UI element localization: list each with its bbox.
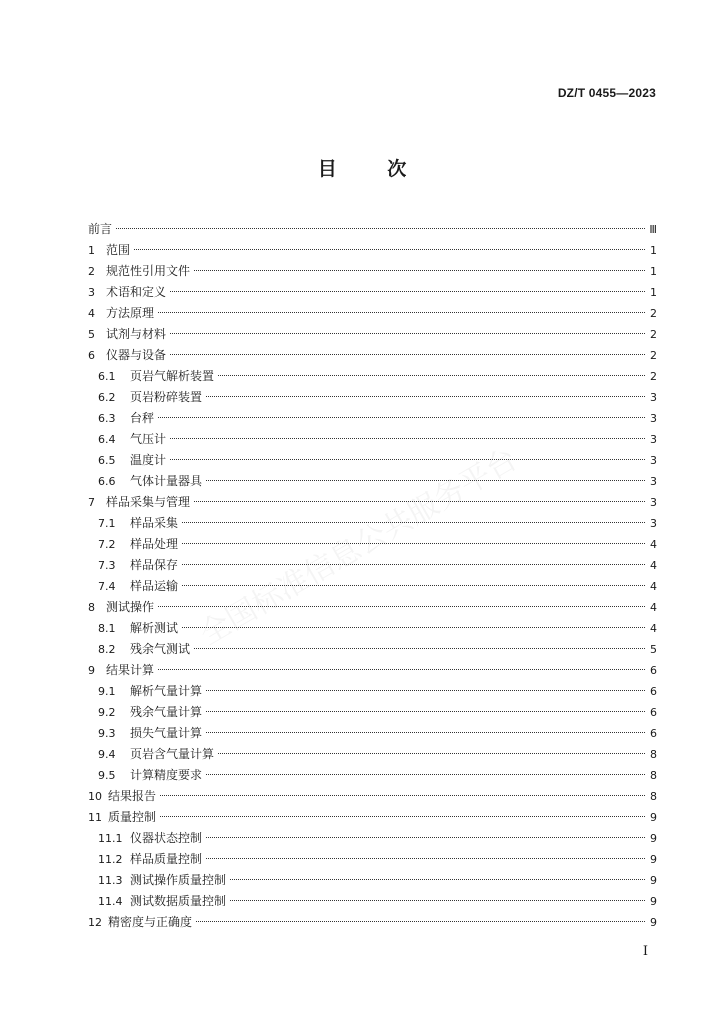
toc-entry-page: 8	[650, 769, 657, 782]
toc-entry[interactable]	[88, 324, 657, 345]
toc-entry[interactable]	[88, 492, 657, 513]
dot-leader	[170, 354, 645, 355]
toc-entry-page: 6	[650, 727, 657, 740]
toc-entry-page: 1	[650, 286, 657, 299]
toc-entry-page: 8	[650, 748, 657, 761]
toc-entry-number: 6.5	[98, 454, 116, 467]
toc-entry[interactable]	[88, 765, 657, 786]
toc-entry-label: 质量控制	[108, 810, 157, 824]
toc-entry-label: 台秤	[130, 411, 155, 425]
toc-entry-number: 6	[88, 349, 95, 362]
toc-entry[interactable]	[88, 576, 657, 597]
toc-entry-number: 6.6	[98, 475, 116, 488]
toc-entry-number: 8.1	[98, 622, 116, 635]
toc-entry-label: 气体计量器具	[130, 474, 203, 488]
toc-entry-label: 术语和定义	[106, 285, 167, 299]
toc-entry-page: 3	[650, 496, 657, 509]
toc-entry[interactable]	[88, 303, 657, 324]
toc-entry[interactable]	[88, 786, 657, 807]
toc-entry-number: 8	[88, 601, 95, 614]
toc-entry-page: 3	[650, 454, 657, 467]
toc-entry-number: 5	[88, 328, 95, 341]
toc-entry-page: 3	[650, 433, 657, 446]
toc-entry[interactable]	[88, 849, 657, 870]
dot-leader	[134, 249, 645, 250]
toc-entry-page: 6	[650, 706, 657, 719]
toc-entry-page: 3	[650, 412, 657, 425]
toc-entry[interactable]	[88, 912, 657, 933]
toc-entry-number: 3	[88, 286, 95, 299]
toc-entry-page: 9	[650, 853, 657, 866]
toc-entry-label: 样品采集	[130, 516, 179, 530]
dot-leader	[160, 795, 645, 796]
page-title: 目 次	[317, 158, 429, 180]
toc-entry-page: 3	[650, 391, 657, 404]
toc-entry[interactable]	[88, 723, 657, 744]
toc-entry-page: 9	[650, 832, 657, 845]
toc-entry[interactable]	[88, 702, 657, 723]
toc-entry-number: 6.4	[98, 433, 116, 446]
toc-entry-page: 4	[650, 622, 657, 635]
toc-entry[interactable]	[88, 282, 657, 303]
toc-entry-number: 1	[88, 244, 95, 257]
toc-entry[interactable]	[88, 366, 657, 387]
dot-leader	[158, 312, 645, 313]
toc-entry-label: 样品运输	[130, 579, 179, 593]
dot-leader	[170, 438, 645, 439]
toc-entry-number: 12	[88, 916, 102, 929]
dot-leader	[182, 585, 645, 586]
toc-entry[interactable]	[88, 387, 657, 408]
toc-entry-page: 1	[650, 244, 657, 257]
toc-entry-page: 9	[650, 895, 657, 908]
dot-leader	[182, 543, 645, 544]
toc-entry-label: 测试操作	[106, 600, 155, 614]
toc-entry-page: 1	[650, 265, 657, 278]
toc-entry-number: 7.1	[98, 517, 116, 530]
toc-entry-page: 8	[650, 790, 657, 803]
toc-entry-label: 残余气量计算	[130, 705, 203, 719]
toc-entry-label: 范围	[106, 243, 131, 257]
toc-entry-page: 4	[650, 580, 657, 593]
dot-leader	[160, 816, 645, 817]
toc-entry-number: 9	[88, 664, 95, 677]
toc-entry-page: Ⅲ	[649, 223, 657, 236]
dot-leader	[182, 522, 645, 523]
dot-leader	[206, 837, 645, 838]
toc-entry-number: 7.2	[98, 538, 116, 551]
dot-leader	[194, 501, 645, 502]
toc-entry-number: 11.2	[98, 853, 123, 866]
toc-entry-page: 9	[650, 874, 657, 887]
watermark: 全国标准信息公共服务平台	[194, 441, 524, 653]
toc-entry-number: 7	[88, 496, 95, 509]
toc-entry-number: 4	[88, 307, 95, 320]
toc-entry[interactable]	[88, 219, 657, 240]
toc-entry-number: 11.3	[98, 874, 123, 887]
toc-entry[interactable]	[88, 807, 657, 828]
toc-entry-label: 试剂与材料	[106, 327, 167, 341]
toc-entry-label: 结果计算	[106, 663, 155, 677]
toc-entry-label: 仪器与设备	[106, 348, 167, 362]
toc-entry-number: 2	[88, 265, 95, 278]
toc-entry-page: 4	[650, 559, 657, 572]
toc-entry-page: 4	[650, 538, 657, 551]
standard-code: DZ/T 0455—2023	[557, 86, 656, 100]
toc-entry[interactable]	[88, 870, 657, 891]
toc-entry[interactable]	[88, 597, 657, 618]
toc-entry-page: 6	[650, 664, 657, 677]
dot-leader	[230, 879, 645, 880]
toc-entry-label: 损失气量计算	[130, 726, 203, 740]
toc-entry-page: 3	[650, 517, 657, 530]
toc-entry-label: 测试操作质量控制	[130, 873, 227, 887]
toc-entry-label: 结果报告	[108, 789, 157, 803]
table-of-contents	[88, 219, 657, 933]
dot-leader	[196, 921, 645, 922]
dot-leader	[230, 900, 645, 901]
toc-entry-label: 精密度与正确度	[108, 915, 193, 929]
toc-entry-number: 6.1	[98, 370, 116, 383]
toc-entry-number: 10	[88, 790, 102, 803]
toc-entry-label: 规范性引用文件	[106, 264, 191, 278]
toc-entry[interactable]	[88, 513, 657, 534]
toc-entry-label: 样品处理	[130, 537, 179, 551]
toc-entry[interactable]	[88, 345, 657, 366]
toc-entry[interactable]	[88, 450, 657, 471]
toc-entry-number: 9.3	[98, 727, 116, 740]
toc-entry-number: 11	[88, 811, 102, 824]
toc-entry[interactable]	[88, 744, 657, 765]
toc-entry-page: 9	[650, 916, 657, 929]
dot-leader	[170, 459, 645, 460]
dot-leader	[116, 228, 645, 229]
dot-leader	[206, 480, 645, 481]
toc-entry[interactable]	[88, 891, 657, 912]
dot-leader	[182, 564, 645, 565]
toc-entry[interactable]	[88, 828, 657, 849]
toc-entry-label: 页岩气解析装置	[130, 369, 215, 383]
dot-leader	[170, 333, 645, 334]
toc-entry-page: 2	[650, 307, 657, 320]
toc-entry-label: 页岩含气量计算	[130, 747, 215, 761]
toc-entry-label: 样品质量控制	[130, 852, 203, 866]
page-number: I	[642, 944, 648, 959]
toc-entry[interactable]	[88, 471, 657, 492]
dot-leader	[206, 732, 645, 733]
toc-entry-page: 5	[650, 643, 657, 656]
toc-entry-number: 9.2	[98, 706, 116, 719]
toc-entry-label: 样品采集与管理	[106, 495, 191, 509]
dot-leader	[218, 375, 645, 376]
toc-entry-label: 测试数据质量控制	[130, 894, 227, 908]
toc-entry[interactable]	[88, 660, 657, 681]
toc-entry[interactable]	[88, 408, 657, 429]
toc-entry-label: 解析气量计算	[130, 684, 203, 698]
toc-entry[interactable]	[88, 429, 657, 450]
toc-entry-page: 2	[650, 349, 657, 362]
toc-entry[interactable]	[88, 261, 657, 282]
dot-leader	[206, 774, 645, 775]
toc-entry-label: 页岩粉碎装置	[130, 390, 203, 404]
toc-entry-number: 6.2	[98, 391, 116, 404]
toc-entry-number: 7.4	[98, 580, 116, 593]
dot-leader	[206, 858, 645, 859]
toc-entry-label: 计算精度要求	[130, 768, 203, 782]
toc-entry[interactable]	[88, 618, 657, 639]
toc-entry-label: 方法原理	[106, 306, 155, 320]
toc-entry-number: 11.4	[98, 895, 123, 908]
dot-leader	[158, 669, 645, 670]
toc-entry-page: 9	[650, 811, 657, 824]
toc-entry-number: 9.5	[98, 769, 116, 782]
toc-entry-page: 3	[650, 475, 657, 488]
toc-entry-page: 2	[650, 328, 657, 341]
dot-leader	[206, 711, 645, 712]
dot-leader	[218, 753, 645, 754]
toc-entry-label: 仪器状态控制	[130, 831, 203, 845]
dot-leader	[206, 396, 645, 397]
toc-entry-number: 9.4	[98, 748, 116, 761]
toc-entry-label: 温度计	[130, 453, 167, 467]
toc-entry-page: 6	[650, 685, 657, 698]
toc-entry[interactable]	[88, 240, 657, 261]
toc-entry-number: 8.2	[98, 643, 116, 656]
toc-entry-label: 前言	[88, 222, 113, 236]
toc-entry[interactable]	[88, 639, 657, 660]
toc-entry-label: 样品保存	[130, 558, 179, 572]
toc-entry-page: 2	[650, 370, 657, 383]
dot-leader	[194, 648, 645, 649]
dot-leader	[158, 606, 645, 607]
toc-entry[interactable]	[88, 681, 657, 702]
toc-entry[interactable]	[88, 555, 657, 576]
toc-entry-number: 11.1	[98, 832, 123, 845]
toc-entry[interactable]	[88, 534, 657, 555]
toc-entry-number: 7.3	[98, 559, 116, 572]
dot-leader	[182, 627, 645, 628]
dot-leader	[158, 417, 645, 418]
toc-entry-page: 4	[650, 601, 657, 614]
toc-entry-label: 气压计	[130, 432, 167, 446]
dot-leader	[206, 690, 645, 691]
dot-leader	[170, 291, 645, 292]
toc-entry-number: 6.3	[98, 412, 116, 425]
toc-entry-label: 残余气测试	[130, 642, 191, 656]
dot-leader	[194, 270, 645, 271]
toc-entry-label: 解析测试	[130, 621, 179, 635]
toc-entry-number: 9.1	[98, 685, 116, 698]
